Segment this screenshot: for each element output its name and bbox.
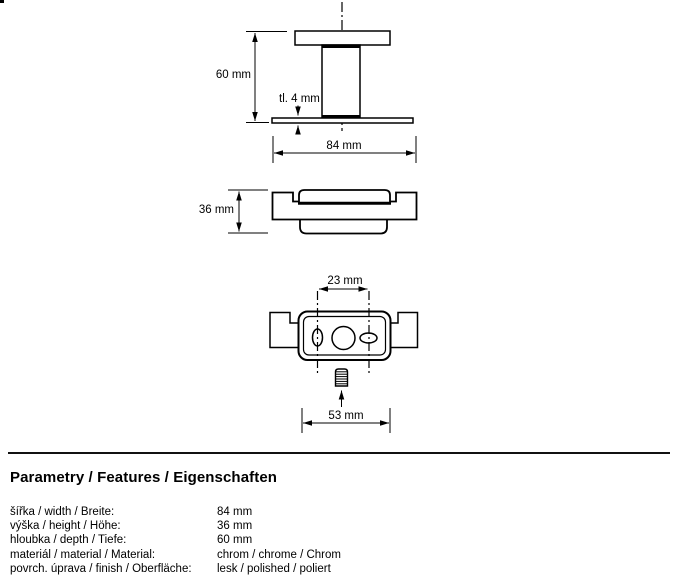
spec-table — [10, 505, 430, 576]
spec-value: chrom / chrome / Chrom — [217, 548, 341, 561]
spec-row-depth — [10, 533, 430, 547]
front-height-label: 60 mm — [215, 69, 251, 81]
spec-row-finish — [10, 562, 430, 576]
corner-mark — [0, 0, 4, 3]
grub-screw — [336, 369, 348, 386]
spec-value: lesk / polished / poliert — [217, 562, 331, 575]
spec-heading: Parametry / Features / Eigenschaften — [10, 469, 278, 486]
spec-row-height — [10, 519, 430, 533]
front-height-dimension — [246, 32, 287, 123]
side-height-label: 36 mm — [198, 204, 234, 216]
top-left-wing — [270, 313, 300, 348]
front-view-drawing — [216, 2, 416, 163]
front-thickness-label: tl. 4 mm — [279, 93, 320, 105]
spec-label: hloubka / depth / Tiefe: — [10, 534, 127, 547]
side-height-dimension — [228, 190, 268, 233]
spec-label: šířka / width / Breite: — [10, 506, 115, 518]
spec-value: 60 mm — [217, 534, 253, 547]
spec-row-width — [10, 505, 430, 519]
side-view-drawing — [199, 190, 417, 234]
top-hole-spacing-label: 23 mm — [327, 275, 363, 287]
front-width-label: 84 mm — [326, 140, 362, 152]
spec-row-material — [10, 548, 430, 562]
top-width-label: 53 mm — [328, 410, 364, 422]
front-cap — [295, 31, 390, 45]
front-wall-plate — [272, 118, 413, 123]
spec-value: 36 mm — [217, 520, 253, 533]
front-stem — [322, 45, 360, 118]
top-view-drawing — [270, 275, 418, 433]
spec-label: povrch. úprava / finish / Oberfläche: — [10, 562, 192, 575]
spec-value: 84 mm — [217, 506, 253, 518]
spec-label: materiál / material / Material: — [10, 548, 156, 561]
top-right-wing — [389, 313, 418, 348]
spec-label: výška / height / Höhe: — [10, 520, 121, 533]
section-divider — [8, 452, 670, 454]
